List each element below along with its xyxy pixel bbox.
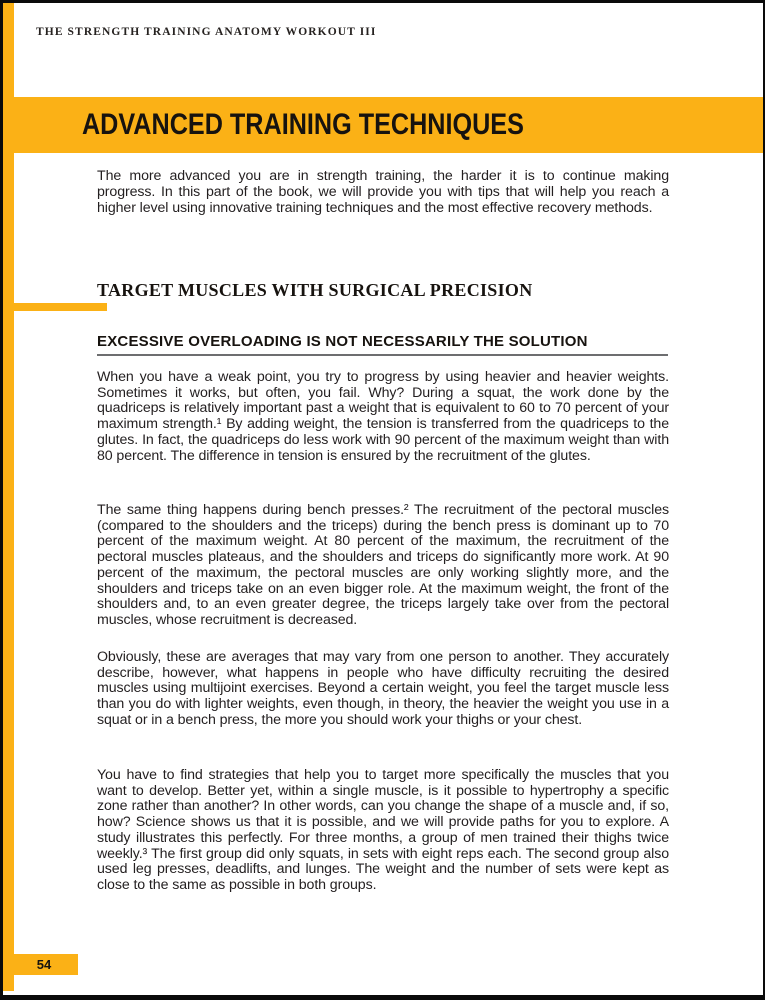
section-heading: TARGET MUSCLES WITH SURGICAL PRECISION (97, 280, 533, 300)
intro-paragraph: The more advanced you are in strength training, the harder it is to continue making progress. In this part of the book, we will provide you with tips that will help you reach a higher level using innovative training techniques and the most effective recovery methods. (97, 168, 669, 216)
body-paragraph-2: The same thing happens during bench presses.² The recruitment of the pectoral muscles (compared to the shoulders and the triceps) during the bench press is dominant up to 70 percent of the maximum weight. At 80 percent of the maximum, the recruitment of the pectoral muscles plateaus, and the shoulders and triceps do significantly more work. At 90 percent of the maximum, the pectoral muscles are only working slightly more, and the shoulders and triceps take on an even bigger role. At the maximum weight, the front of the shoulders and, to an even greater degree, the triceps largely take over from the pectoral muscles, whose recruitment is decreased. (97, 502, 669, 628)
body-paragraph-1: When you have a weak point, you try to progress by using heavier and heavier weights. Sometimes it works, but often, you fail. Why? During a squat, the work done by the quadriceps is relatively important past a weight that is equivalent to 60 to 70 percent of your maximum strength.¹ By adding weight, the tension is transferred from the quadriceps to the glutes. In fact, the quadriceps do less work with 90 percent of the maximum weight than with 80 percent. The difference in tension is ensured by the recruitment of the glutes. (97, 369, 669, 464)
body-paragraph-4: You have to find strategies that help you to target more specifically the muscles that you want to develop. Better yet, within a single muscle, is it possible to hypertrophy a specific zone rather than another? In other words, can you change the shape of a muscle and, if so, how? Science shows us that it is possible, and we will provide paths for you to explore. A study illustrates this perfectly. For three months, a group of men trained their thighs twice weekly.³ The first group did only squats, in sets with eight reps each. The second group also used leg presses, deadlifts, and lunges. The weight and the number of sets were kept as close to the same as possible in both groups. (97, 767, 669, 893)
subsection-heading: EXCESSIVE OVERLOADING IS NOT NECESSARILY THE SOLUTION (97, 333, 588, 350)
body-paragraph-3: Obviously, these are averages that may vary from one person to another. They accurately describe, however, what happens in people who have difficulty recruiting the desired muscles using multijoint exercises. Beyond a certain weight, you feel the target muscle less than you do with lighter weights, even though, in theory, the heavier the weight you use in a squat or in a bench press, the more you should work your thighs or your chest. (97, 649, 669, 728)
subsection-heading-block (97, 333, 668, 356)
page-number-tab (10, 954, 78, 975)
page-number: 54 (36, 957, 52, 972)
chapter-banner (3, 97, 763, 153)
section-accent-dash (3, 303, 107, 311)
running-header: THE STRENGTH TRAINING ANATOMY WORKOUT III (36, 26, 377, 38)
chapter-title: ADVANCED TRAINING TECHNIQUES (81, 108, 524, 141)
